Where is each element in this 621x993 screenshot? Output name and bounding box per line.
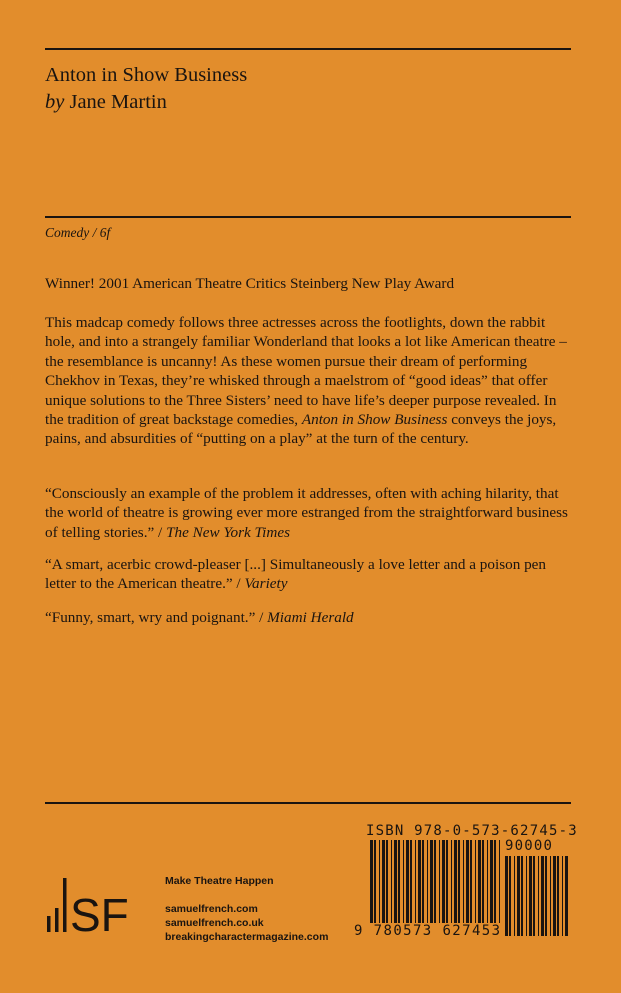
barcode-bar <box>454 840 457 935</box>
barcode-bar <box>379 840 380 935</box>
link-samuelfrench-co-uk[interactable]: samuelfrench.co.uk <box>165 917 264 929</box>
quote-text: “Funny, smart, wry and poignant.” / <box>45 609 264 626</box>
blurb-title-italic: Anton in Show Business <box>301 411 448 429</box>
publisher-links <box>165 902 328 944</box>
blurb-part1: This madcap comedy follows three actresses across the footlights, down the rabbit hole, and into a strangely familiar Wonderland that looks a lot like American theatre – the resemblance is uncanny! As these women pursue their dream of performing Chekhov in Texas, they’re whisked through a maelstrom of “good ideas” that offer unique solutions to the Three Sisters’ need to have life’s deeper purpose revealed. In the tradition of great backstage comedies, <box>45 314 567 429</box>
barcode-bar <box>386 840 388 935</box>
barcode-addon-bars <box>505 856 570 936</box>
quote-text: “A smart, acerbic crowd-pleaser [...] Simultaneously a love letter and a poison pen letter to the American theatre.” / <box>45 556 547 593</box>
barcode-bar <box>422 840 424 935</box>
barcode-bar <box>446 840 448 935</box>
barcode-bar <box>427 840 428 935</box>
publisher-tagline: Make Theatre Happen <box>165 875 274 887</box>
barcode-bar <box>415 840 416 935</box>
barcode-bar <box>466 840 469 935</box>
barcode-bar <box>391 840 392 935</box>
barcode-bar <box>550 856 551 936</box>
barcode-bar <box>494 840 496 935</box>
barcode-bar <box>529 856 532 936</box>
barcode-bar <box>442 840 445 935</box>
barcode-bar <box>418 840 421 935</box>
link-breakingcharacter[interactable]: breakingcharactermagazine.com <box>165 931 329 943</box>
barcode-bar <box>505 856 508 936</box>
barcode-bar <box>403 840 404 935</box>
book-title: Anton in Show Business <box>45 64 248 86</box>
barcode-bar <box>451 840 452 935</box>
barcode-bar <box>521 856 523 936</box>
quote-nyt <box>45 484 575 542</box>
isbn-label: ISBN 978-0-573-62745-3 <box>366 823 578 839</box>
quote-variety <box>45 555 575 594</box>
barcode-bar <box>562 856 563 936</box>
barcode-bar <box>398 840 400 935</box>
barcode-bar <box>565 856 568 936</box>
by-word: by <box>45 91 65 113</box>
barcode-bar <box>482 840 484 935</box>
blurb-paragraph <box>45 313 575 449</box>
byline <box>45 89 167 115</box>
top-rule <box>45 48 571 50</box>
award-line: Winner! 2001 American Theatre Critics Steinberg New Play Award <box>45 275 455 292</box>
barcode-bar <box>538 856 539 936</box>
barcode-bar <box>406 840 409 935</box>
barcode-bars <box>370 840 500 935</box>
quote-source: Miami Herald <box>267 609 354 626</box>
barcode-bar <box>490 840 493 935</box>
barcode-bar <box>517 856 520 936</box>
samuel-french-logo <box>45 876 155 936</box>
logo-letters: SF <box>70 889 129 936</box>
barcode-bar <box>410 840 412 935</box>
author-name: Jane Martin <box>69 91 167 113</box>
barcode-bar <box>475 840 476 935</box>
barcode-bar <box>434 840 436 935</box>
barcode-bar <box>541 856 544 936</box>
bottom-rule <box>45 802 571 804</box>
genre-label: Comedy / 6f <box>45 225 111 240</box>
quote-source: The New York Times <box>166 523 290 541</box>
quote-miami-herald <box>45 608 575 627</box>
barcode-bar <box>509 856 511 936</box>
barcode-bar <box>463 840 464 935</box>
barcode-bar <box>533 856 535 936</box>
quote-text: “Consciously an example of the problem it addresses, often with aching hilarity, that the world of theatre is growing ever more estranged from the straightforward business of telling stories.” / <box>45 485 568 541</box>
barcode-bar <box>545 856 547 936</box>
barcode-bar <box>382 840 385 935</box>
barcode-bar <box>374 840 376 935</box>
barcode-addon-number: 90000 <box>505 838 554 854</box>
barcode-bar <box>478 840 481 935</box>
barcode-bar <box>526 856 527 936</box>
barcode-bar <box>553 856 556 936</box>
barcode-bar <box>439 840 440 935</box>
quote-source: Variety <box>244 575 288 593</box>
barcode-bar <box>430 840 433 935</box>
barcode-bar <box>370 840 373 935</box>
barcode-bar <box>394 840 397 935</box>
blurb-part2: conveys the joys, pains, and absurdities of “putting on a play” at the turn of the century. <box>45 411 557 448</box>
barcode-bar <box>514 856 515 936</box>
link-samuelfrench-com[interactable]: samuelfrench.com <box>165 903 258 915</box>
middle-rule <box>45 216 571 218</box>
barcode-bar <box>470 840 472 935</box>
barcode-digits: 9 780573 627453 <box>354 923 502 939</box>
barcode-bar <box>458 840 460 935</box>
barcode-bar <box>487 840 488 935</box>
barcode-bar <box>499 840 500 935</box>
barcode-bar <box>557 856 559 936</box>
